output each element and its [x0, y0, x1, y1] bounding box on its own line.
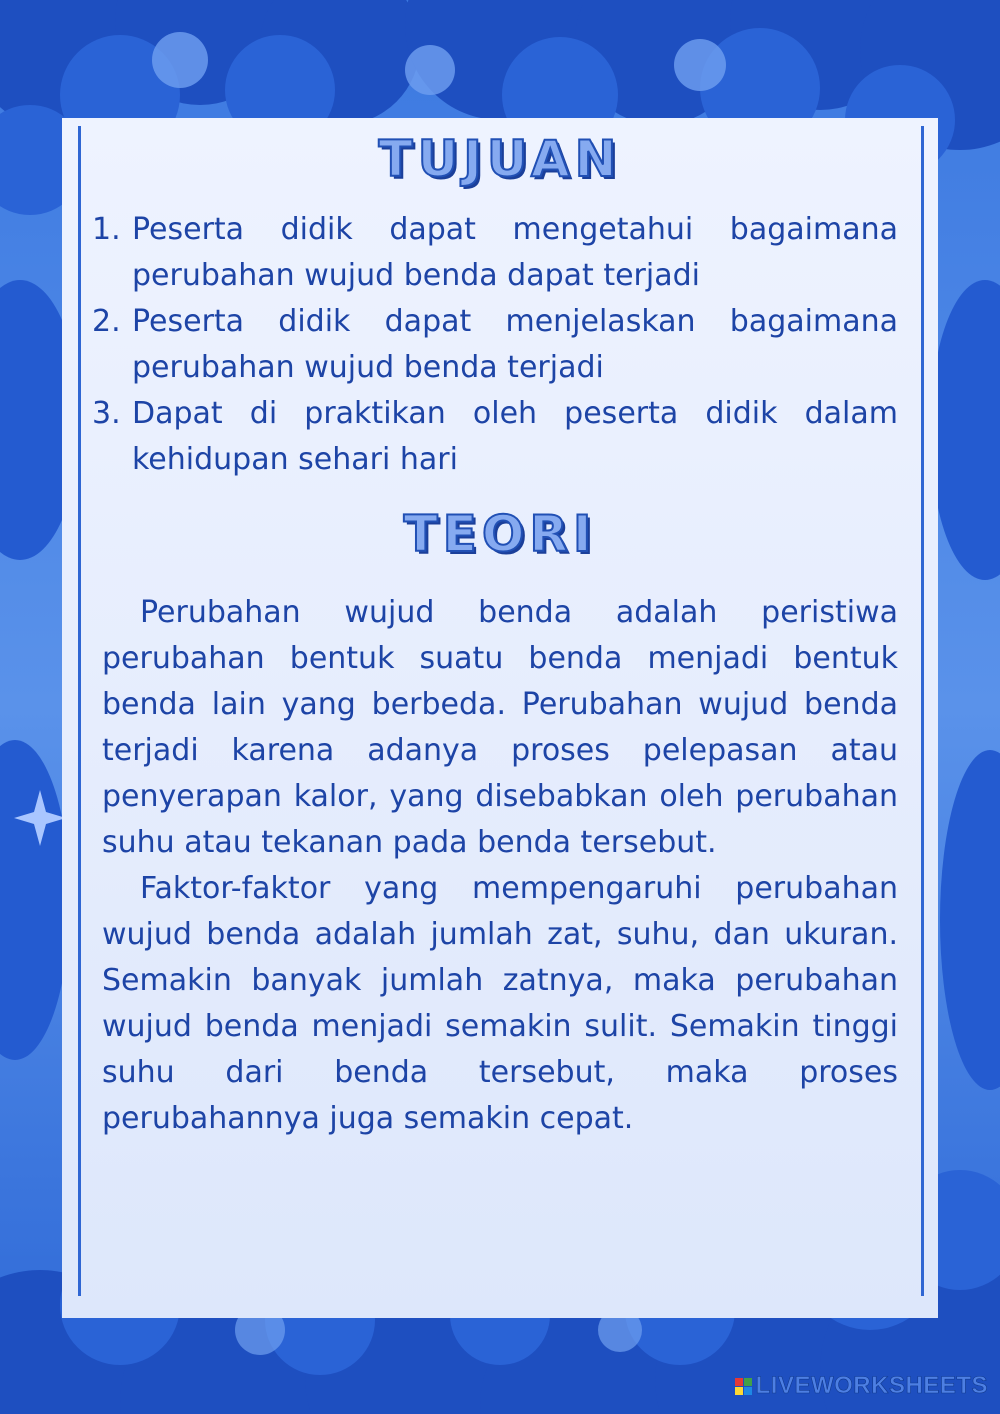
theory-heading: TEORI: [403, 505, 597, 563]
goals-list: [92, 207, 898, 483]
list-item-text: Dapat di praktikan oleh peserta didik dalam kehidupan sehari hari: [132, 396, 898, 477]
list-item-text: Peserta didik dapat mengetahui bagaimana perubahan wujud benda dapat terjadi: [132, 212, 898, 293]
theory-paragraph: Perubahan wujud benda adalah peristiwa perubahan bentuk suatu benda menjadi bentuk benda lain yang berbeda. Perubahan wujud benda terjadi karena adanya proses pelepasan atau penyerapan kalor, yang disebabkan oleh perubahan suhu atau tekanan pada benda tersebut.: [102, 595, 898, 860]
watermark-label: LIVEWORKSHEETS: [755, 1372, 988, 1399]
list-item: [92, 299, 898, 391]
list-item-number: 2.: [92, 304, 121, 339]
theory-paragraph: Faktor-faktor yang mempengaruhi perubahan wujud benda adalah jumlah zat, suhu, dan ukuran. Semakin banyak jumlah zatnya, maka perubahan wujud benda menjadi semakin sulit. Semakin tinggi suhu dari benda tersebut, maka proses perubahannya juga semakin cepat.: [102, 871, 898, 1136]
liveworksheets-watermark[interactable]: [735, 1372, 988, 1400]
list-item-number: 1.: [92, 212, 121, 247]
list-item: [92, 391, 898, 483]
theory-body: [102, 590, 898, 1142]
list-item-number: 3.: [92, 396, 121, 431]
liveworksheets-logo-icon: [735, 1378, 752, 1395]
list-item: [92, 207, 898, 299]
list-item-text: Peserta didik dapat menjelaskan bagaimana perubahan wujud benda terjadi: [132, 304, 898, 385]
goals-heading: TUJUAN: [378, 130, 622, 188]
